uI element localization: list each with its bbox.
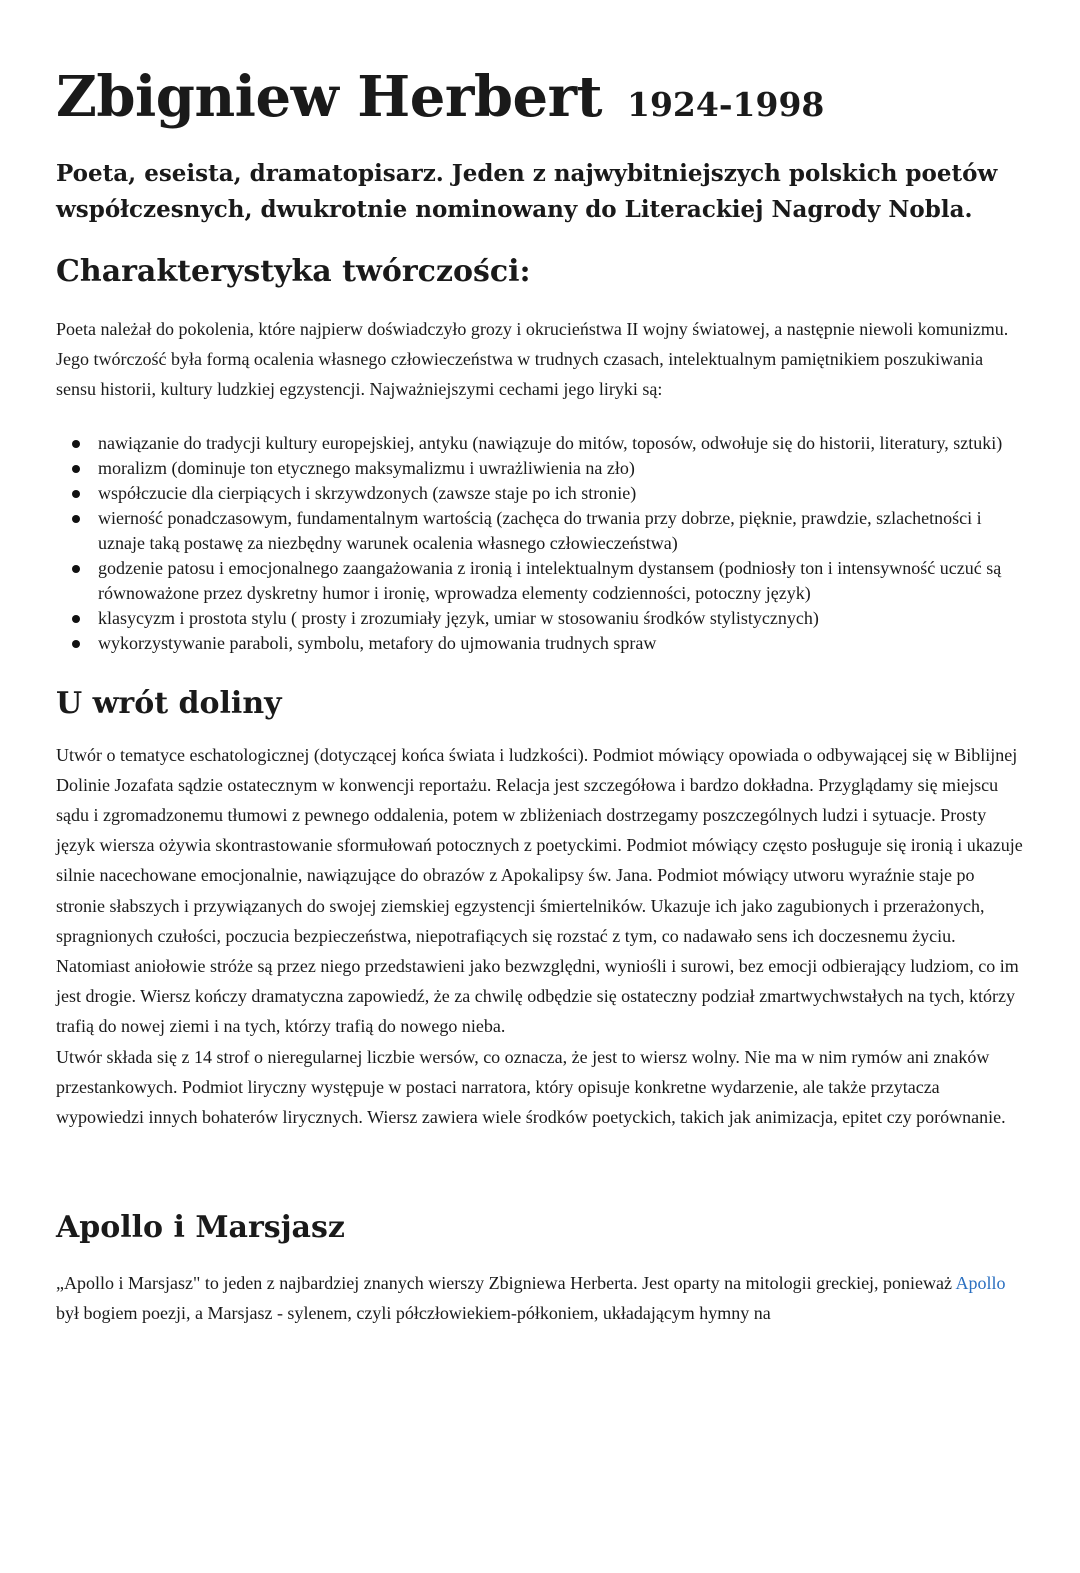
list-item-text: nawiązanie do tradycji kultury europejskiej, antyku (nawiązuje do mitów, toposów, odwołuje się do historii, literatury, sztuki)	[98, 432, 1003, 453]
list-item-text: godzenie patosu i emocjonalnego zaangażowania z ironią i intelektualnym dystansem (podniosły ton i intensywność uczuć są równoważone przez dyskretny humor i ironię, wprowadza elementy codzienności, potoczny język)	[98, 557, 1002, 603]
list-item-text: wierność ponadczasowym, fundamentalnym wartością (zachęca do trwania przy dobrze, pięknie, prawdzie, szlachetności i uznaje taką postawę za niezbędny warunek ocalenia własnego człowieczeństwa)	[98, 507, 982, 553]
author-years: 1924-1998	[626, 85, 825, 124]
section-heading-characteristics: Charakterystyka twórczości:	[56, 254, 531, 289]
list-item	[56, 456, 1026, 481]
list-item	[56, 606, 1026, 631]
apollo-link[interactable]: Apollo	[955, 1273, 1006, 1294]
list-item	[56, 481, 1026, 506]
bullet-icon	[72, 615, 80, 623]
bullet-icon	[72, 640, 80, 648]
u-wrot-doliny-paragraph-2: Utwór składa się z 14 strof o nieregularnej liczbie wersów, co oznacza, że jest to wiersz wolny. Nie ma w nim rymów ani znaków przestankowych. Podmiot liryczny występuje w postaci narratora, który opisuje konkretne wydarzenie, ale także przytacza wypowiedzi innych bohaterów lirycznych. Wiersz zawiera wiele środków poetyckich, takich jak animizacja, epitet czy porównanie.	[56, 1046, 1006, 1128]
author-summary: Poeta, eseista, dramatopisarz. Jeden z najwybitniejszych polskich poetów współczesnych, dwukrotnie nominowany do Literackiej Nagrody Nobla.	[56, 160, 998, 223]
bullet-icon	[72, 465, 80, 473]
paragraph-text-end: był bogiem poezji, a Marsjasz - sylenem, czyli półczłowiekiem-półkoniem, układającym hymny na	[56, 1303, 771, 1324]
list-item	[56, 506, 1026, 556]
author-name: Zbigniew Herbert	[56, 64, 602, 130]
bullet-icon	[72, 565, 80, 573]
list-item	[56, 631, 1026, 656]
page-title	[56, 58, 1026, 144]
list-item-text: współczucie dla cierpiących i skrzywdzonych (zawsze staje po ich stronie)	[98, 482, 637, 503]
document-page	[56, 58, 1026, 1329]
section-heading-apollo-i-marsjasz: Apollo i Marsjasz	[56, 1210, 345, 1246]
list-item	[56, 556, 1026, 606]
bullet-icon	[72, 490, 80, 498]
characteristics-intro: Poeta należał do pokolenia, które najpierw doświadczyło grozy i okrucieństwa II wojny światowej, a następnie niewoli komunizmu. Jego twórczość była formą ocalenia własnego człowieczeństwa w trudnych czasach, intelektualnym pamiętnikiem poszukiwania sensu historii, kultury ludzkiej egzystencji. Najważniejszymi cechami jego liryki są:	[56, 319, 1009, 400]
paragraph-text-start: „Apollo i Marsjasz" to jeden z najbardziej znanych wierszy Zbigniewa Herberta. Jest oparty na mitologii greckiej, ponieważ	[56, 1273, 956, 1294]
section-heading-u-wrot-doliny: U wrót doliny	[56, 685, 282, 721]
bullet-icon	[72, 515, 80, 523]
list-item-text: moralizm (dominuje ton etycznego maksymalizmu i uwrażliwienia na zło)	[98, 457, 635, 478]
bullet-icon	[72, 440, 80, 448]
apollo-i-marsjasz-paragraph	[56, 1268, 1026, 1328]
list-item-text: klasycyzm i prostota stylu ( prosty i zrozumiały język, umiar w stosowaniu środków stylistycznych)	[98, 607, 819, 628]
list-item	[56, 431, 1026, 456]
features-list	[56, 431, 1026, 656]
list-item-text: wykorzystywanie paraboli, symbolu, metafory do ujmowania trudnych spraw	[98, 632, 657, 653]
u-wrot-doliny-paragraph-1: Utwór o tematyce eschatologicznej (dotyczącej końca świata i ludzkości). Podmiot mówiący opowiada o odbywającej się w Biblijnej Dolinie Jozafata sądzie ostatecznym w konwencji reportażu. Relacja jest szczegółowa i bardzo dokładna. Przyglądamy się miejscu sądu i zgromadzonemu tłumowi z pewnego oddalenia, potem w zbliżeniach dostrzegamy poszczególnych ludzi i sytuacje. Prosty język wiersza ożywia skontrastowanie sformułowań potocznych z poetyckimi. Podmiot mówiący często posługuje się ironią i ukazuje silnie nacechowane emocjonalnie, nawiązujące do obrazów z Apokalipsy św. Jana. Podmiot mówiący utworu wyraźnie staje po stronie słabszych i przywiązanych do swojej ziemskiej egzystencji śmiertelników. Ukazuje ich jako zagubionych i przerażonych, spragnionych czułości, poczucia bezpieczeństwa, niepotrafiących się rozstać z tym, co nadawało sens ich doczesnemu życiu. Natomiast aniołowie stróże są przez niego przedstawieni jako bezwzględni, wyniośli i surowi, bez emocji odbierający ludziom, co im jest drogie. Wiersz kończy dramatyczna zapowiedź, że za chwilę odbędzie się ostateczny podział zmartwychwstałych na tych, którzy trafią do nowej ziemi i na tych, którzy trafią do nowego nieba.	[56, 744, 1023, 1037]
